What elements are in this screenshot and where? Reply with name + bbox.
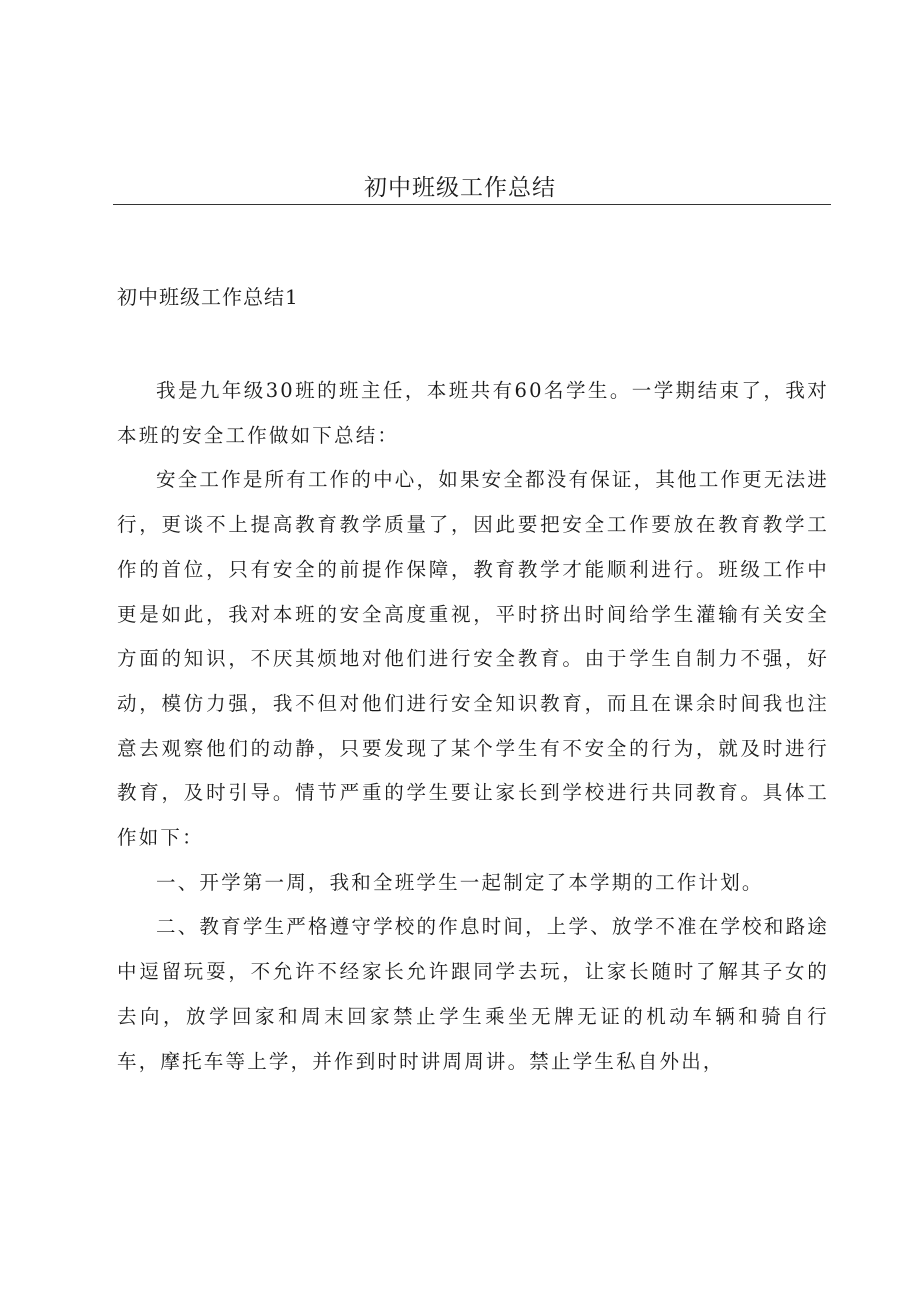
document-body <box>117 369 829 1084</box>
paragraph-intro: 我是九年级30班的班主任，本班共有60名学生。一学期结束了，我对本班的安全工作做如下总结： <box>117 379 829 447</box>
paragraph-item-one: 一、开学第一周，我和全班学生一起制定了本学期的工作计划。 <box>156 870 764 894</box>
paragraph-safety-overview: 安全工作是所有工作的中心，如果安全都没有保证，其他工作更无法进行，更谈不上提高教育教学质量了，因此要把安全工作要放在教育教学工作的首位，只有安全的前提作保障，教育教学才能顺利进行。班级工作中更是如此，我对本班的安全高度重视，平时挤出时间给学生灌输有关安全方面的知识，不厌其烦地对他们进行安全教育。由于学生自制力不强，好动，模仿力强，我不但对他们进行安全知识教育，而且在课余时间我也注意去观察他们的动静，只要发现了某个学生有不安全的行为，就及时进行教育，及时引导。情节严重的学生要让家长到学校进行共同教育。具体工作如下： <box>117 468 829 850</box>
document-title: 初中班级工作总结 <box>364 175 556 201</box>
paragraph-item-two: 二、教育学生严格遵守学校的作息时间，上学、放学不准在学校和路途中逗留玩耍，不允许不经家长允许跟同学去玩，让家长随时了解其子女的去向，放学回家和周末回家禁止学生乘坐无牌无证的机动车辆和骑自行车，摩托车等上学，并作到时时讲周周讲。禁止学生私自外出， <box>117 915 829 1073</box>
section-heading: 初中班级工作总结1 <box>117 285 299 309</box>
title-underline <box>113 204 831 205</box>
